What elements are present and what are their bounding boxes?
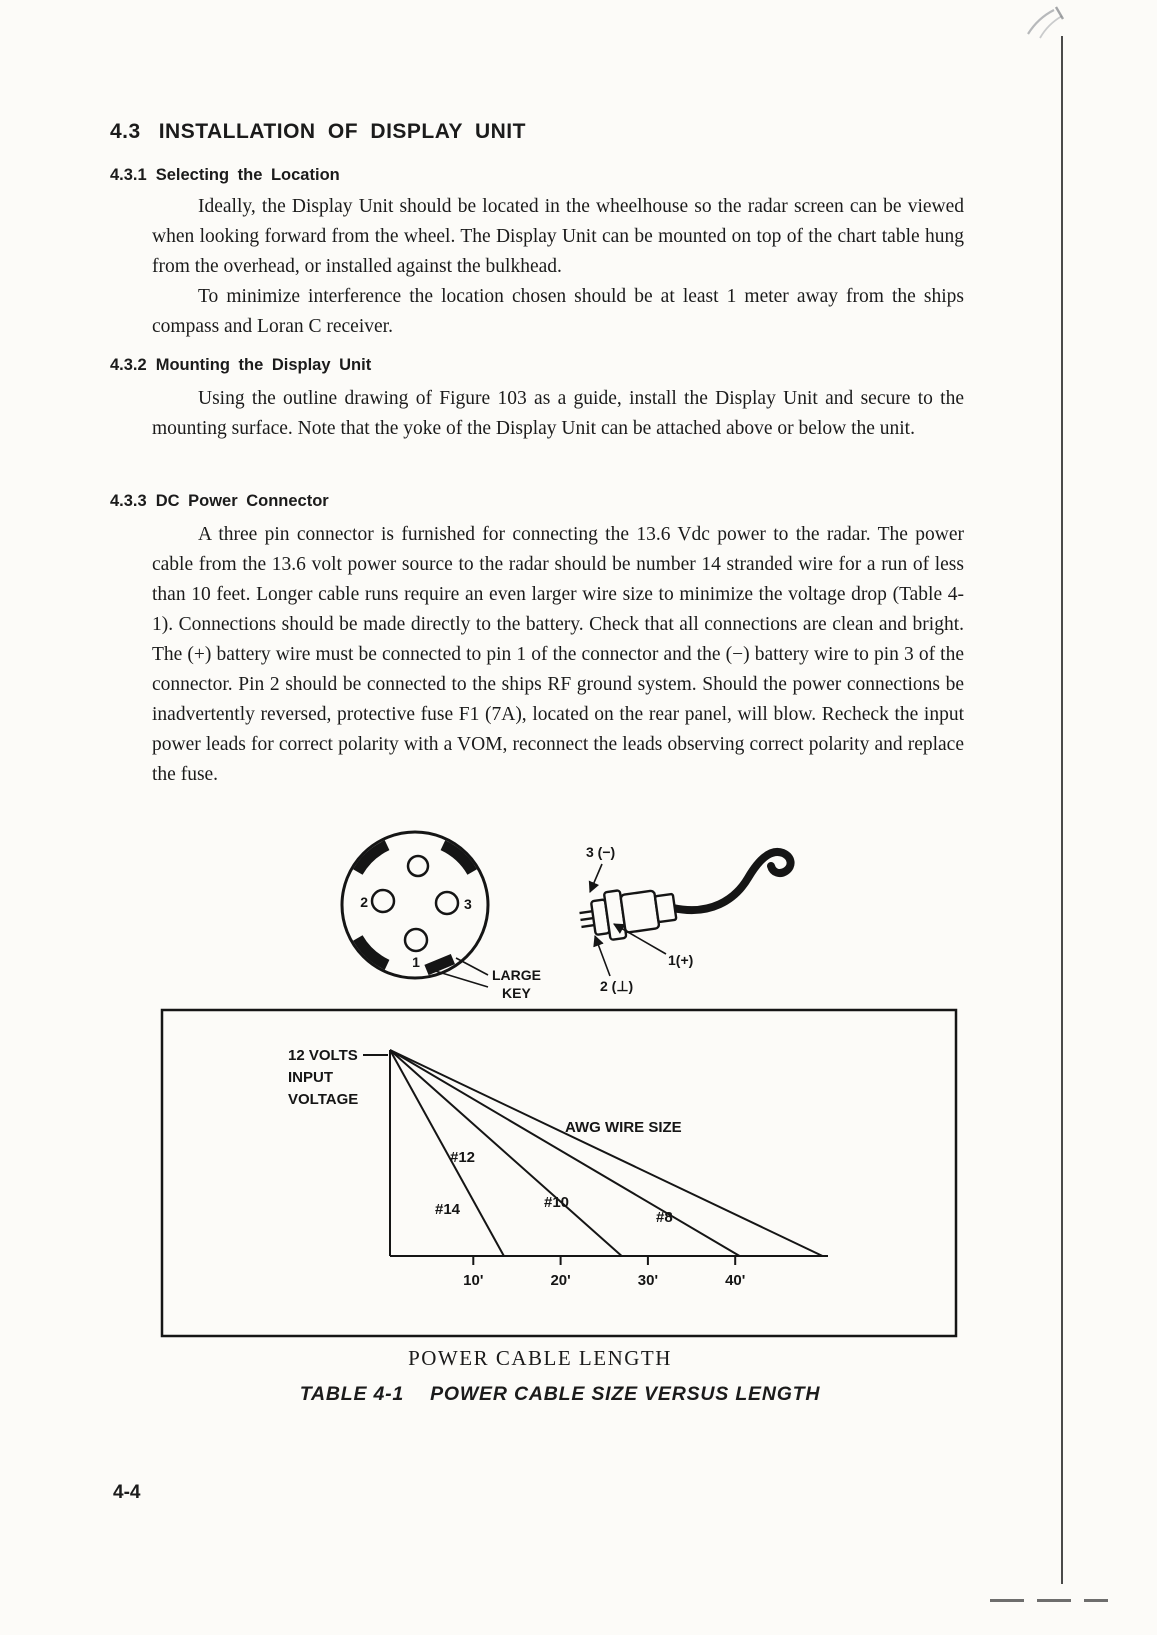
y-axis-label-line1: 12 VOLTS: [288, 1047, 358, 1064]
x-axis-tick-label: 20': [550, 1272, 571, 1289]
y-axis-label-line2: INPUT: [288, 1069, 333, 1086]
x-axis-tick-label: 40': [725, 1272, 746, 1289]
plug-pin1-label: 1(+): [668, 952, 694, 968]
page-edge-line: [1061, 36, 1063, 1584]
scan-dashes: [990, 1599, 1108, 1602]
subsection-title: Selecting the Location: [155, 166, 340, 184]
rim-segment: [443, 845, 472, 872]
plug-pin2-label: 2 (⊥): [600, 978, 634, 994]
wire-size-line: [390, 1050, 504, 1256]
series-label-8: #8: [656, 1209, 673, 1226]
pin3-leader-line: [590, 864, 602, 892]
series-label-10: #10: [544, 1194, 570, 1211]
pin-1-hole: [405, 929, 427, 951]
plug-strain-relief: [655, 894, 676, 922]
x-axis-tick-label: 10': [463, 1272, 484, 1289]
pin-1-number: 1: [412, 954, 420, 970]
chart-x-axis-caption: POWER CABLE LENGTH: [408, 1346, 672, 1370]
rim-segment: [358, 845, 387, 872]
chart-lines-group: [390, 1050, 823, 1289]
plug-pin3-label: 3 (−): [586, 844, 616, 860]
pin2-leader-line: [595, 936, 610, 976]
section-number: 4.3: [110, 120, 141, 143]
large-key-label-line2: KEY: [502, 985, 531, 1001]
key-leader-line: [432, 970, 488, 987]
pin-3-number: 3: [464, 896, 472, 912]
subsection-title: DC Power Connector: [155, 492, 329, 510]
awg-wire-size-annotation: AWG WIRE SIZE: [565, 1119, 682, 1136]
scan-smudge: [1020, 2, 1070, 50]
subsection-number: 4.3.2: [110, 356, 147, 374]
pin-2-number: 2: [360, 894, 368, 910]
subsection-title: Mounting the Display Unit: [155, 356, 372, 374]
power-cable-chart: [160, 1008, 960, 1340]
paragraph: To minimize interference the location chosen should be at least 1 meter away from the ships compass and Loran C receiver.: [152, 286, 964, 337]
x-axis-tick-label: 30': [637, 1272, 659, 1289]
series-label-14: #14: [435, 1201, 461, 1218]
wire-size-line: [390, 1050, 740, 1256]
table-caption: [30, 1383, 1090, 1406]
subsection-number: 4.3.1: [110, 166, 147, 184]
large-key-label-line1: LARGE: [492, 967, 541, 983]
rim-segment: [358, 938, 387, 965]
plug-side-view: [577, 844, 790, 994]
plug-body: [620, 890, 659, 932]
key-hole: [408, 856, 428, 876]
dc-power-connector-figure: [280, 828, 840, 1013]
paragraph: Using the outline drawing of Figure 103 as a guide, install the Display Unit and secure to the mounting surface. Note that the yoke of the Display Unit can be attached above or below the unit.: [152, 388, 964, 439]
table-caption-title: POWER CABLE SIZE VERSUS LENGTH: [430, 1383, 821, 1405]
connector-face-front-view: [342, 832, 541, 1001]
key-leader-line: [456, 958, 488, 975]
wire-size-line: [390, 1050, 622, 1256]
y-axis-label-line3: VOLTAGE: [288, 1091, 359, 1108]
section-heading: [110, 120, 526, 144]
subsection-number: 4.3.3: [110, 492, 147, 510]
subsection-heading-432: [110, 356, 371, 375]
page-number: 4-4: [113, 1482, 141, 1503]
pin-3-hole: [436, 892, 458, 914]
series-label-12: #12: [450, 1149, 476, 1166]
subsection-heading-431: [110, 166, 340, 185]
pin-2-hole: [372, 890, 394, 912]
subsection-heading-433: [110, 492, 329, 511]
power-cable: [673, 852, 791, 910]
table-caption-number: TABLE 4-1: [299, 1383, 405, 1405]
section-title: INSTALLATION OF DISPLAY UNIT: [158, 120, 526, 143]
paragraph: Ideally, the Display Unit should be located in the wheelhouse so the radar screen can be viewed when looking forward from the wheel. The Display Unit can be mounted on top of the chart table hung from the overhead, or installed against the bulkhead.: [152, 196, 964, 277]
paragraph: A three pin connector is furnished for connecting the 13.6 Vdc power to the radar. The power cable from the 13.6 volt power source to the radar should be number 14 stranded wire for a run of less than 10 feet. Longer cable runs require an even larger wire size to minimize the voltage drop (Table 4-1). Connections should be made directly to the battery. Check that all connections are clean and bright. The (+) battery wire must be connected to pin 1 of the connector and the (−) battery wire to pin 3 of the connector. Pin 2 should be connected to the ships RF ground system. Should the power connections be inadvertently reversed, protective fuse F1 (7A), located on the rear panel, will blow. Recheck the input power leads for correct polarity with a VOM, reconnect the leads observing correct polarity and replace the fuse.: [152, 524, 964, 785]
